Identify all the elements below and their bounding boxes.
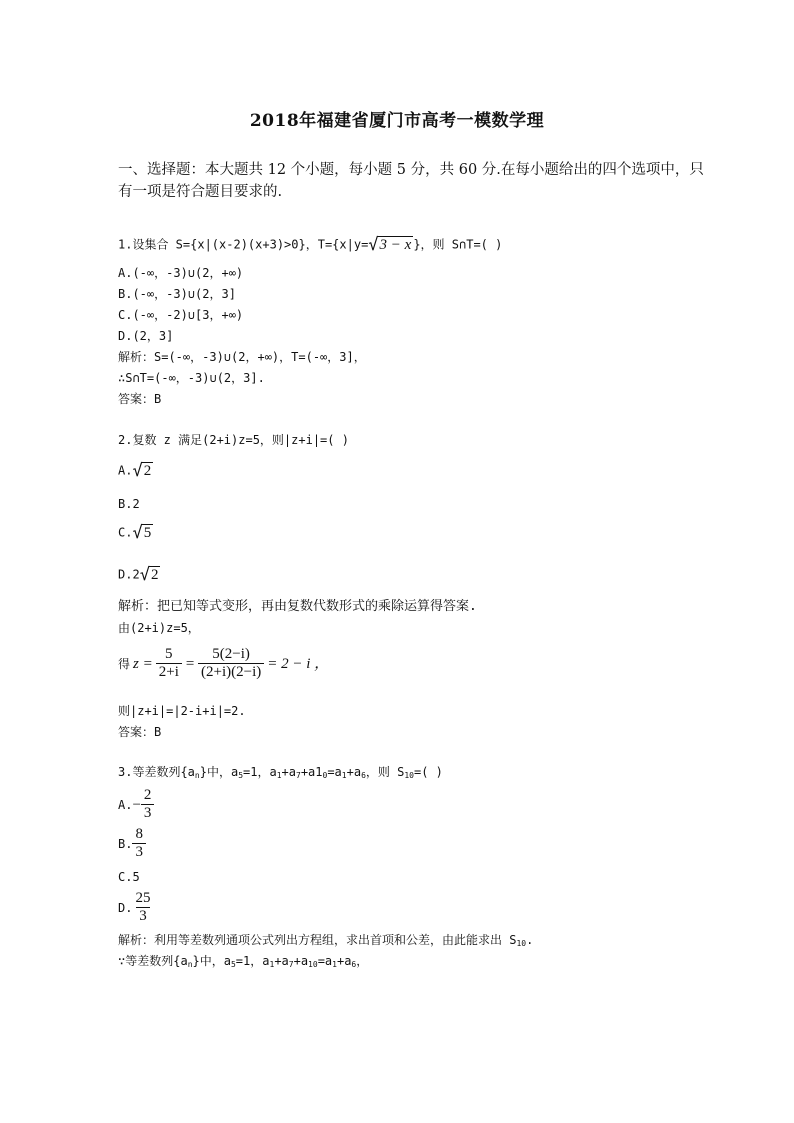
question-3-option-d: D. $\frac{25}{3}$ <box>118 890 153 925</box>
fraction: $\frac{8}{3}$ <box>132 826 146 861</box>
sqrt-symbol: √ 2 <box>132 461 152 481</box>
question-3-stem: 3.等差数列$\{a_n\}$中，$a_5=1$，$a_1+a_7+a1_0=a_1+a_6$，则 $S_{10}=$( ) <box>118 765 443 780</box>
question-2-answer: 答案：B <box>118 725 162 739</box>
question-2-analysis-line2: 由(2+i)z=5， <box>118 621 200 635</box>
page-title: 2018年福建省厦门市高考一模数学理 <box>249 111 545 131</box>
question-2-stem: 2.复数 z 满足(2+i)z=5，则|z+i|=( ) <box>118 433 349 447</box>
question-1-stem: 1.设集合 S={x|(x-2)(x+3)>0}，T={x|y= √ 3 − x }，则 S∩T=( ) <box>118 235 503 255</box>
question-2-equation: 得 z = $\frac{5}{2+i}$ = $\frac{5(2-i)}{(2+i)(2-i)}$ = 2 − i ， <box>118 646 330 680</box>
question-2-option-a: A. √ 2 <box>118 461 152 481</box>
question-2-option-c: C. √ 5 <box>118 523 152 543</box>
fraction: $\frac{5(2-i)}{(2+i)(2-i)}$ <box>198 646 264 681</box>
question-3-option-a: A. − $\frac{2}{3}$ <box>118 787 154 822</box>
question-1-option-c: C.(-∞，-2)∪[3，+∞) <box>118 308 244 322</box>
section-instructions-line2: 有一项是符合题目要求的. <box>118 184 283 200</box>
sqrt-symbol: √ 3 − x <box>368 235 412 255</box>
question-1-option-d: D.(2，3] <box>118 329 174 343</box>
question-2-analysis-line1: 解析：把已知等式变形，再由复数代数形式的乘除运算得答案. <box>118 599 477 614</box>
question-2-option-b: B.2 <box>118 497 140 511</box>
sqrt-symbol: √ 5 <box>132 523 152 543</box>
fraction: $\frac{5}{2+i}$ <box>156 646 182 681</box>
sqrt-symbol: √ 2 <box>139 565 159 585</box>
fraction: $\frac{2}{3}$ <box>141 787 155 822</box>
question-1-answer: 答案：B <box>118 392 162 406</box>
question-2-analysis-line3: 则|z+i|=|2-i+i|=2. <box>118 704 246 718</box>
question-3-option-c: C.5 <box>118 870 140 884</box>
question-3-option-b: B. $\frac{8}{3}$ <box>118 826 146 861</box>
question-1-option-b: B.(-∞，-3)∪(2，3] <box>118 287 236 301</box>
question-1-option-a: A.(-∞，-3)∪(2，+∞) <box>118 266 244 280</box>
question-2-option-d: D.2 √ 2 <box>118 565 159 585</box>
question-3-analysis-line2: ∵等差数列$\{a_n\}$中，$a_5=1$，$a_1+a_7+a_{10}=a_1+a_6$， <box>118 954 369 969</box>
fraction: $\frac{25}{3}$ <box>135 890 151 924</box>
section-instructions-line1: 一、选择题：本大题共 12 个小题，每小题 5 分，共 60 分.在每小题给出的四个选项中，只 <box>118 162 704 178</box>
question-1-analysis-line1: 解析：S=(-∞，-3)∪(2，+∞)，T=(-∞，3]， <box>118 350 366 364</box>
question-1-analysis-line2: ∴S∩T=(-∞，-3)∪(2，3]. <box>118 371 265 385</box>
question-3-analysis-line1: 解析：利用等差数列通项公式列出方程组，求出首项和公差，由此能求出 $S_{10}$. <box>118 933 534 948</box>
